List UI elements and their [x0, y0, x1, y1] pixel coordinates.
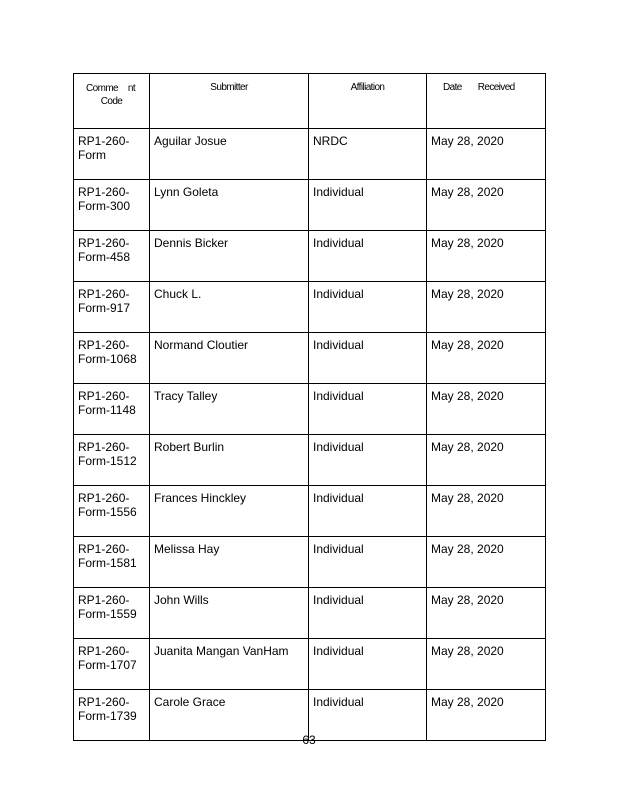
date-received-cell: May 28, 2020 — [427, 333, 546, 384]
comment-code-line1: RP1-260- — [78, 542, 130, 556]
table-row — [74, 537, 546, 588]
comment-code-cell — [74, 435, 150, 486]
comment-code-line2: Form-1559 — [78, 607, 137, 621]
submitter-cell: Carole Grace — [150, 690, 309, 741]
affiliation-cell: NRDC — [309, 129, 427, 180]
submitter-cell: Melissa Hay — [150, 537, 309, 588]
date-received-cell: May 28, 2020 — [427, 129, 546, 180]
comment-code-line2: Form-1556 — [78, 505, 137, 519]
comment-code-line2: Form-1581 — [78, 556, 137, 570]
date-received-cell: May 28, 2020 — [427, 690, 546, 741]
affiliation-cell: Individual — [309, 282, 427, 333]
comment-code-line1: RP1-260- — [78, 185, 130, 199]
date-received-cell: May 28, 2020 — [427, 639, 546, 690]
table-row — [74, 588, 546, 639]
comment-code-line1: RP1-260- — [78, 134, 130, 148]
header-date-received — [427, 74, 546, 129]
header-date-part2: Received — [477, 82, 515, 93]
header-date-part1: Date — [443, 82, 462, 93]
header-row — [74, 74, 546, 129]
comment-code-cell — [74, 639, 150, 690]
table-row — [74, 384, 546, 435]
table-body — [74, 129, 546, 741]
comment-code-line1: RP1-260- — [78, 338, 130, 352]
comment-code-cell — [74, 129, 150, 180]
comment-code-cell — [74, 486, 150, 537]
table-row — [74, 435, 546, 486]
table-row — [74, 231, 546, 282]
header-affiliation: Affiliation — [309, 74, 427, 129]
comment-code-line2: Form — [78, 148, 106, 162]
header-comment-code — [74, 74, 150, 129]
table-row — [74, 486, 546, 537]
comment-code-cell — [74, 180, 150, 231]
comment-code-cell — [74, 588, 150, 639]
header-comment-code-part2: nt — [127, 83, 135, 94]
comment-code-line1: RP1-260- — [78, 440, 130, 454]
comment-code-cell — [74, 537, 150, 588]
comment-code-line2: Form-1707 — [78, 658, 137, 672]
affiliation-cell: Individual — [309, 486, 427, 537]
comment-code-line2: Form-458 — [78, 250, 131, 264]
date-received-cell: May 28, 2020 — [427, 537, 546, 588]
comment-code-line2: Form-300 — [78, 199, 131, 213]
table-row — [74, 639, 546, 690]
comment-code-line1: RP1-260- — [78, 287, 130, 301]
submitter-cell: Juanita Mangan VanHam — [150, 639, 309, 690]
table-row — [74, 180, 546, 231]
submitter-cell: Lynn Goleta — [150, 180, 309, 231]
comment-code-cell — [74, 231, 150, 282]
submitter-cell: Robert Burlin — [150, 435, 309, 486]
table-header — [74, 74, 546, 129]
header-comment-code-part3: Code — [100, 96, 123, 107]
submitter-cell: Chuck L. — [150, 282, 309, 333]
comment-code-cell — [74, 384, 150, 435]
comment-code-cell — [74, 282, 150, 333]
comments-table — [73, 73, 546, 741]
affiliation-cell: Individual — [309, 333, 427, 384]
submitter-cell: Frances Hinckley — [150, 486, 309, 537]
date-received-cell: May 28, 2020 — [427, 282, 546, 333]
affiliation-cell: Individual — [309, 537, 427, 588]
submitter-cell: Tracy Talley — [150, 384, 309, 435]
affiliation-cell: Individual — [309, 639, 427, 690]
date-received-cell: May 28, 2020 — [427, 486, 546, 537]
submitter-cell: Normand Cloutier — [150, 333, 309, 384]
affiliation-cell: Individual — [309, 435, 427, 486]
affiliation-cell: Individual — [309, 231, 427, 282]
comment-code-line2: Form-1068 — [78, 352, 137, 366]
affiliation-cell: Individual — [309, 690, 427, 741]
affiliation-cell: Individual — [309, 180, 427, 231]
date-received-cell: May 28, 2020 — [427, 231, 546, 282]
comment-code-line1: RP1-260- — [78, 491, 130, 505]
affiliation-cell: Individual — [309, 588, 427, 639]
table-row — [74, 333, 546, 384]
date-received-cell: May 28, 2020 — [427, 384, 546, 435]
submitter-cell: John Wills — [150, 588, 309, 639]
table-row — [74, 282, 546, 333]
comment-code-line1: RP1-260- — [78, 593, 130, 607]
comment-code-line2: Form-1512 — [78, 454, 137, 468]
comment-code-line1: RP1-260- — [78, 644, 130, 658]
table-row — [74, 129, 546, 180]
submitter-cell: Aguilar Josue — [150, 129, 309, 180]
date-received-cell: May 28, 2020 — [427, 180, 546, 231]
comment-code-line2: Form-1739 — [78, 709, 137, 723]
header-comment-code-part1: Comme — [86, 83, 119, 94]
affiliation-cell: Individual — [309, 384, 427, 435]
date-received-cell: May 28, 2020 — [427, 435, 546, 486]
date-received-cell: May 28, 2020 — [427, 588, 546, 639]
submitter-cell: Dennis Bicker — [150, 231, 309, 282]
comment-code-line2: Form-1148 — [78, 403, 136, 417]
page-number: 63 — [302, 733, 316, 747]
comment-code-cell — [74, 333, 150, 384]
comment-code-line1: RP1-260- — [78, 389, 130, 403]
header-submitter: Submitter — [150, 74, 309, 129]
comment-code-line2: Form-917 — [78, 301, 131, 315]
comment-code-line1: RP1-260- — [78, 236, 130, 250]
comment-code-line1: RP1-260- — [78, 695, 130, 709]
